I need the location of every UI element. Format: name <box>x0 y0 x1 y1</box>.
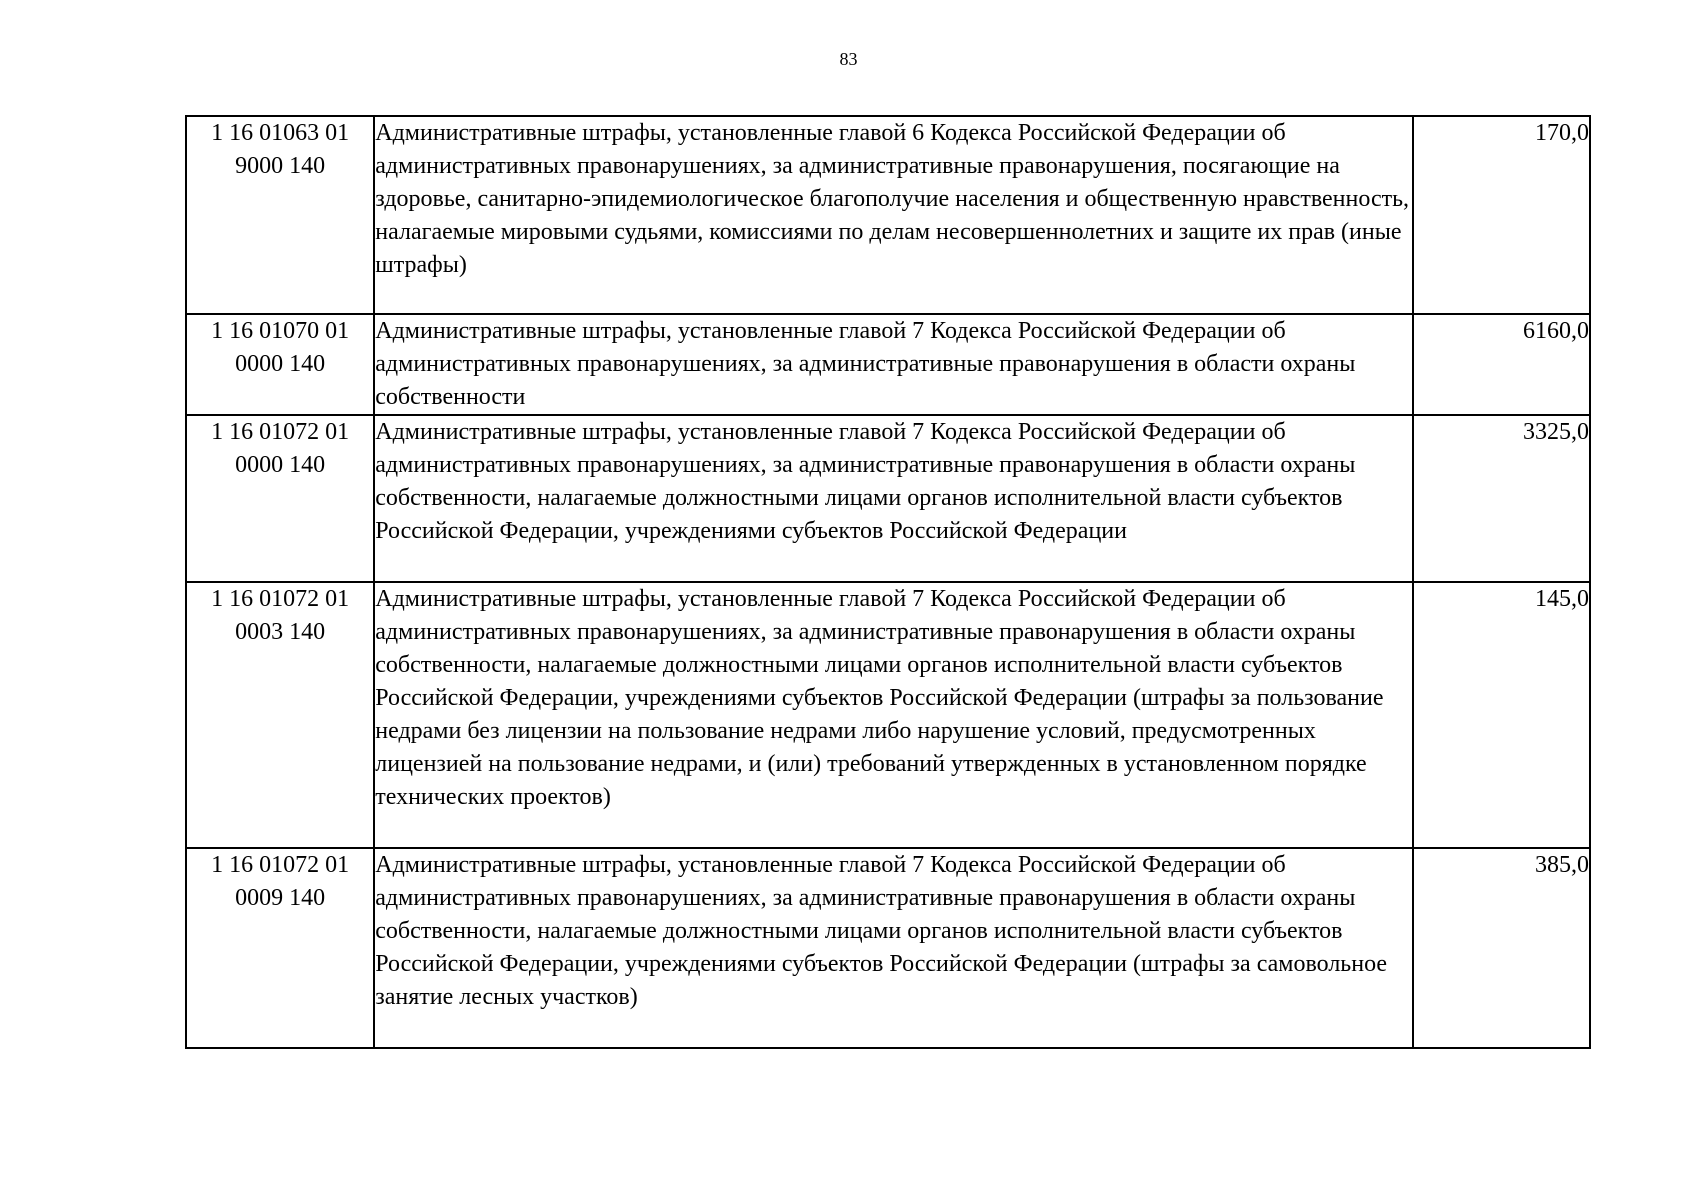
budget-code-line: 0000 140 <box>235 452 326 478</box>
budget-code-line: 0003 140 <box>235 619 326 645</box>
amount-cell: 3325,0 <box>1413 415 1590 582</box>
page-number: 83 <box>839 49 858 69</box>
table-row <box>186 848 1590 1048</box>
description-cell: Административные штрафы, установленные главой 7 Кодекса Российской Федерации об административных правонарушениях, за административные правонарушения в области охраны собственности <box>374 314 1412 415</box>
amount-cell: 385,0 <box>1413 848 1590 1048</box>
amount-cell: 145,0 <box>1413 582 1590 848</box>
description-cell: Административные штрафы, установленные главой 7 Кодекса Российской Федерации об административных правонарушениях, за административные правонарушения в области охраны собственности, налагаемые должностными лицами органов исполнительной власти субъектов Российской Федерации, учреждениями субъектов Российской Федерации <box>374 415 1412 582</box>
table-row <box>186 314 1590 415</box>
budget-code-cell <box>186 314 374 415</box>
budget-code-line: 1 16 01070 01 <box>211 318 350 344</box>
budget-code-line: 0009 140 <box>235 885 326 911</box>
table-row <box>186 582 1590 848</box>
description-cell: Административные штрафы, установленные главой 7 Кодекса Российской Федерации об административных правонарушениях, за административные правонарушения в области охраны собственности, налагаемые должностными лицами органов исполнительной власти субъектов Российской Федерации, учреждениями субъектов Российской Федерации (штрафы за пользование недрами без лицензии на пользование недрами либо нарушение условий, предусмотренных лицензией на пользование недрами, и (или) требований утвержденных в установленном порядке технических проектов) <box>374 582 1412 848</box>
budget-code-cell <box>186 582 374 848</box>
budget-code-cell <box>186 848 374 1048</box>
budget-code-line: 1 16 01072 01 <box>211 852 350 878</box>
budget-code-line: 1 16 01072 01 <box>211 419 350 445</box>
budget-code-line: 0000 140 <box>235 351 326 377</box>
description-cell: Административные штрафы, установленные главой 7 Кодекса Российской Федерации об административных правонарушениях, за административные правонарушения в области охраны собственности, налагаемые должностными лицами органов исполнительной власти субъектов Российской Федерации, учреждениями субъектов Российской Федерации (штрафы за самовольное занятие лесных участков) <box>374 848 1412 1048</box>
budget-code-cell <box>186 116 374 314</box>
budget-table <box>185 115 1591 1049</box>
table-row <box>186 116 1590 314</box>
budget-code-cell <box>186 415 374 582</box>
budget-code-line: 1 16 01072 01 <box>211 586 350 612</box>
amount-cell: 6160,0 <box>1413 314 1590 415</box>
table-row <box>186 415 1590 582</box>
amount-cell: 170,0 <box>1413 116 1590 314</box>
budget-code-line: 9000 140 <box>235 153 326 179</box>
budget-code-line: 1 16 01063 01 <box>211 120 350 146</box>
description-cell: Административные штрафы, установленные главой 6 Кодекса Российской Федерации об административных правонарушениях, за административные правонарушения, посягающие на здоровье, санитарно-эпидемиологическое благополучие населения и общественную нравственность, налагаемые мировыми судьями, комиссиями по делам несовершеннолетних и защите их прав (иные штрафы) <box>374 116 1412 314</box>
